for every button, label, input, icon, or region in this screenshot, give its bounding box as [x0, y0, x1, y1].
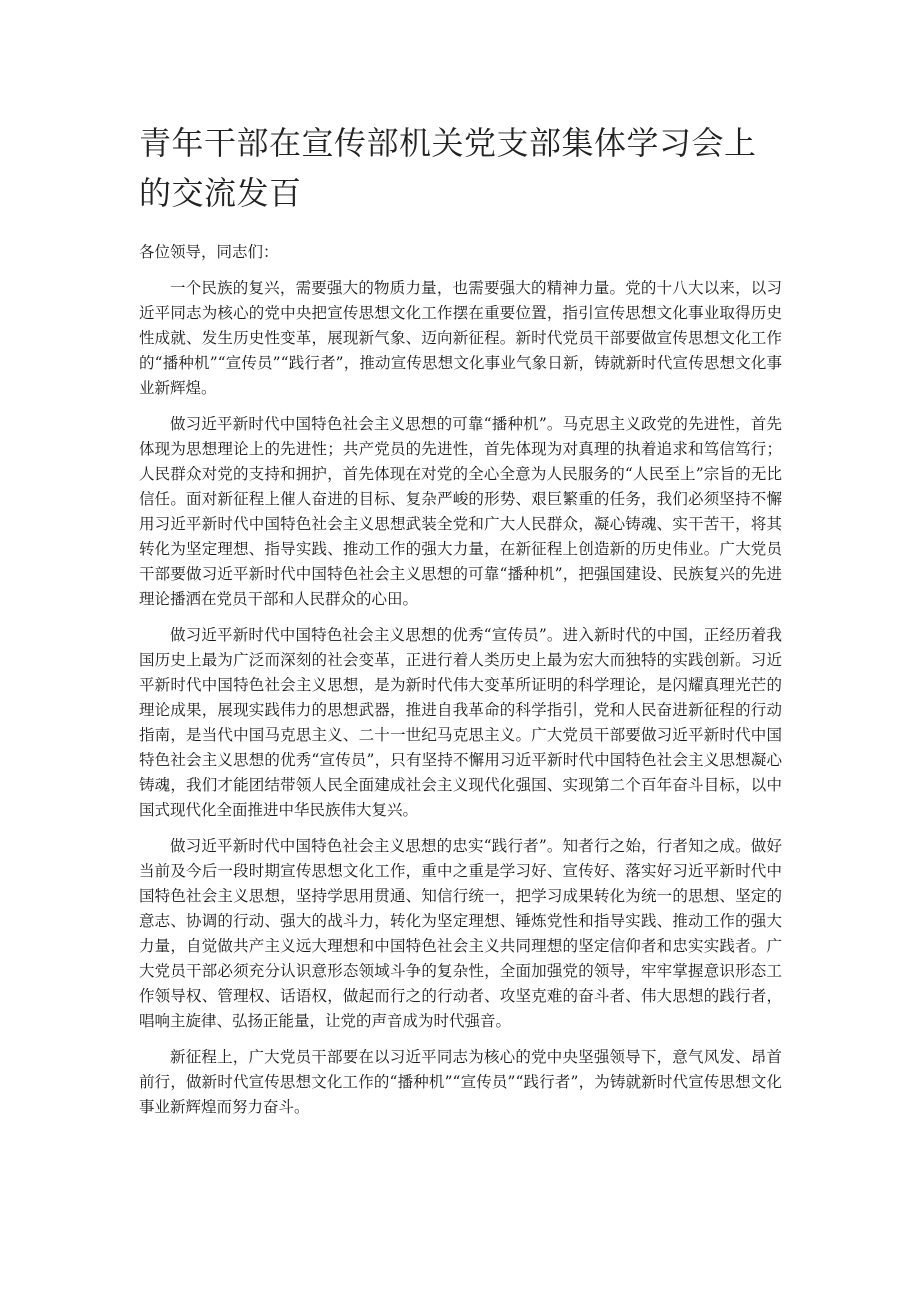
paragraph-2: 做习近平新时代中国特色社会主义思想的可靠“播种机”。马克思主义政党的先进性，首先体现为思想理论上的先进性；共产党员的先进性，首先体现为对真理的执着追求和笃信笃行；人民群众对党的支持和拥护，首先体现在对党的全心全意为人民服务的“人民至上”宗旨的无比信任。面对新征程上催人奋进的目标、复杂严峻的形势、艰巨繁重的任务，我们必须坚持不懈用习近平新时代中国特色社会主义思想武装全党和广大人民群众，凝心铸魂、实干苦干，将其转化为坚定理想、指导实践、推动工作的强大力量，在新征程上创造新的历史伟业。广大党员干部要做习近平新时代中国特色社会主义思想的可靠“播种机”，把强国建设、民族复兴的先进理论播洒在党员干部和人民群众的心田。	[139, 415, 782, 608]
salutation: 各位领导，同志们：	[139, 243, 279, 261]
document-page	[139, 118, 782, 1131]
paragraph-5: 新征程上，广大党员干部要在以习近平同志为核心的党中央坚强领导下，意气风发、昂首前行，做新时代宣传思想文化工作的“播种机”“宣传员”“践行者”，为铸就新时代宣传思想文化事业新辉煌而努力奋斗。	[139, 1048, 782, 1116]
paragraph-4: 做习近平新时代中国特色社会主义思想的忠实“践行者”。知者行之始，行者知之成。做好当前及今后一段时期宣传思想文化工作，重中之重是学习好、宣传好、落实好习近平新时代中国特色社会主义思想，坚持学思用贯通、知信行统一，把学习成果转化为统一的思想、坚定的意志、协调的行动、强大的战斗力，转化为坚定理想、锤炼党性和指导实践、推动工作的强大力量，自觉做共产主义远大理想和中国特色社会主义共同理想的坚定信仰者和忠实实践者。广大党员干部必须充分认识意形态领域斗争的复杂性，全面加强党的领导，牢牢掌握意识形态工作领导权、管理权、话语权，做起而行之的行动者、攻坚克难的奋斗者、伟大思想的践行者，唱响主旋律、弘扬正能量，让党的声音成为时代强音。	[139, 837, 782, 1030]
document-title: 青年干部在宣传部机关党支部集体学习会上的交流发百	[139, 124, 757, 212]
paragraph-1: 一个民族的复兴，需要强大的物质力量，也需要强大的精神力量。党的十八大以来，以习近平同志为核心的党中央把宣传思想文化工作摆在重要位置，指引宣传思想文化事业取得历史性成就、发生历史性变革，展现新气象、迈向新征程。新时代党员干部要做宣传思想文化工作的“播种机”“宣传员”“践行者”，推动宣传思想文化事业气象日新，铸就新时代宣传思想文化事业新辉煌。	[139, 279, 782, 397]
paragraph-3: 做习近平新时代中国特色社会主义思想的优秀“宣传员”。进入新时代的中国，正经历着我国历史上最为广泛而深刻的社会变革，正进行着人类历史上最为宏大而独特的实践创新。习近平新时代中国特色社会主义思想，是为新时代伟大变革所证明的科学理论，是闪耀真理光芒的理论成果，展现实践伟力的思想武器，推进自我革命的科学指引，党和人民奋进新征程的行动指南，是当代中国马克思主义、二十一世纪马克思主义。广大党员干部要做习近平新时代中国特色社会主义思想的优秀“宣传员”，只有坚持不懈用习近平新时代中国特色社会主义思想凝心铸魂，我们才能团结带领人民全面建成社会主义现代化强国、实现第二个百年奋斗目标，以中国式现代化全面推进中华民族伟大复兴。	[139, 626, 782, 819]
